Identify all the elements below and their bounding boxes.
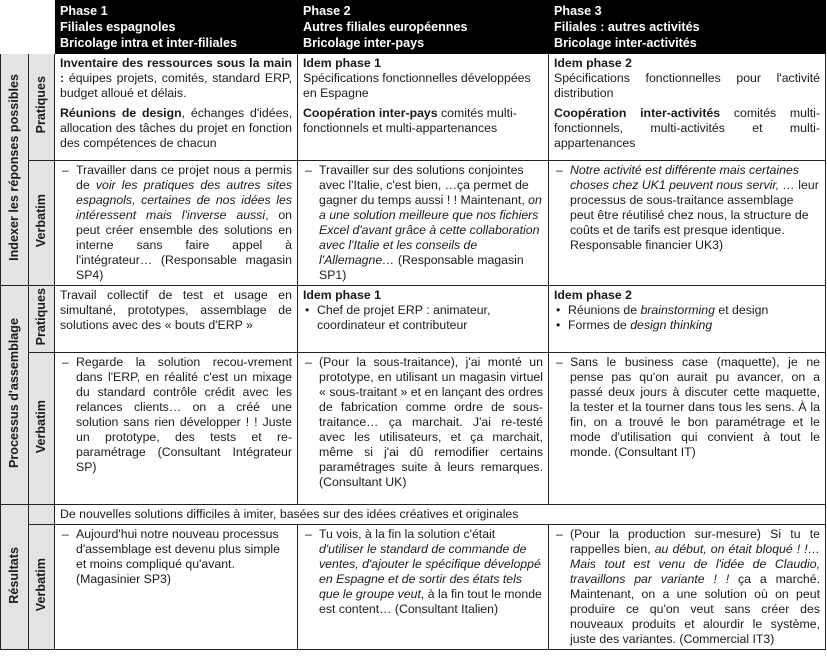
- processus-verbatim-phase2: – (Pour la sous-traitance), j'ai monté un prototype, en utilisant un magasin virtuel « sous-traitant » et en lançant des ordres de fabrication comme ordre de sous-traitance… ça marchait. J'ai re-testé avec les utilisateurs, et ça marchait, même si j'ai dû remodifier certains paramétrages suite à leurs remarques. (Consultant UK): [298, 353, 549, 505]
- indexer-verbatim-row: [1, 161, 826, 286]
- phase1-title: Phase 1: [60, 4, 108, 18]
- header-phase3: [549, 1, 826, 54]
- resultats-verbatim-phase1: – Aujourd'hui notre nouveau processus d'assemblage est devenu plus simple et moins compliqué qu'avant. (Magasinier SP3): [55, 525, 298, 650]
- section-resultats: Résultats: [1, 505, 29, 650]
- indexer-pratiques-phase1: Inventaire des ressources sous la main : équipes projets, comités, standard ERP, budget alloué et délais. Réunions de design, échanges d'idées, allocation des tâches du projet en fonction des compétences de chacun: [55, 54, 298, 161]
- processus-pratiques-phase1: Travail collectif de test et usage en simultané, prototypes, assemblage de solutions avec des « bouts d'ERP »: [55, 286, 298, 353]
- section-indexer: Indexer les réponses possibles: [1, 54, 29, 286]
- phase3-subtitle-1: Filiales : autres activités: [554, 20, 700, 34]
- subsection-verbatim: Verbatim: [29, 161, 55, 286]
- header-phase2: [298, 1, 549, 54]
- resultats-summary-spacer: [29, 505, 55, 525]
- phase3-subtitle-2: Bricolage inter-activités: [554, 36, 697, 50]
- processus-verbatim-row: [1, 353, 826, 505]
- phase2-subtitle-1: Autres filiales européennes: [303, 20, 468, 34]
- processus-pratiques-row: [1, 286, 826, 353]
- indexer-verbatim-phase3: – Notre activité est différente mais certaines choses chez UK1 peuvent nous servir, … leur processus de sous-traitance assemblage peut être réutilisé chez nous, la structure de coûts et de tarifs est presque identique. Responsable financier UK3): [549, 161, 826, 286]
- indexer-verbatim-phase1: – Travailler dans ce projet nous a permis de voir les pratiques des autres sites espagnols, certaines de nos idées les intéressent mais l'inverse aussi, on peut créer ensemble des solutions en interne sans faire appel à l'intégrateur… (Responsable magasin SP4): [55, 161, 298, 286]
- list-item: • Formes de design thinking: [568, 318, 820, 333]
- header-phase1: [55, 1, 298, 54]
- subsection-pratiques: Pratiques: [29, 54, 55, 161]
- resultats-verbatim-row: [1, 525, 826, 650]
- subsection-pratiques-2: Pratiques: [29, 286, 55, 353]
- processus-verbatim-phase3: – Sans le business case (maquette), je ne pense pas qu'on aurait pu avancer, on a passé deux jours à discuter cette maquette, la tester et la tourner dans tous les sens. À la fin, on a trouvé le bon paramétrage et le mode d'utilisation qui convient à tout le monde. (Consultant IT): [549, 353, 826, 505]
- indexer-pratiques-row: [1, 54, 826, 161]
- phase3-title: Phase 3: [554, 4, 602, 18]
- processus-verbatim-phase1: – Regarde la solution recou-vrement dans l'ERP, en réalité c'est un mixage du standard contrôle crédit avec les relances clients… on a créé une solution sans rien développer ! ! Juste un prototype, des tests et re-paramétrage (Consultant Intégrateur SP): [55, 353, 298, 505]
- processus-pratiques-phase2: Idem phase 1 • Chef de projet ERP : animateur, coordinateur et contributeur: [298, 286, 549, 353]
- header-row: [1, 1, 826, 54]
- list-item: • Réunions de brainstorming et design: [568, 303, 820, 318]
- indexer-pratiques-phase3: Idem phase 2 Spécifications fonctionnelles pour l'activité distribution Coopération inter-activités comités multi-fonctionnels, multi-activités et multi-appartenances: [549, 54, 826, 161]
- indexer-verbatim-phase2: – Travailler sur des solutions conjointes avec l'Italie, c'est bien, …ça permet de gagner du temps aussi ! ! Maintenant, on a une solution meilleure que nos fichiers Excel d'avant grâce à cette collaboration avec l'Italie et les conseils de l'Allemagne… (Responsable magasin SP1): [298, 161, 549, 286]
- phase2-subtitle-2: Bricolage inter-pays: [303, 36, 425, 50]
- phase1-subtitle-1: Filiales espagnoles: [60, 20, 176, 34]
- header-corner: [1, 1, 55, 54]
- phase2-title: Phase 2: [303, 4, 351, 18]
- indexer-pratiques-phase2: Idem phase 1 Spécifications fonctionnelles développées en Espagne Coopération inter-pays comités multi-fonctionnels et multi-appartenances: [298, 54, 549, 161]
- resultats-summary: De nouvelles solutions difficiles à imiter, basées sur des idées créatives et originales: [55, 505, 826, 525]
- resultats-verbatim-phase2: – Tu vois, à la fin la solution c'était d'utiliser le standard de commande de ventes, d'ajouter le spécifique développé en Espagne et de sortir des états tels que le groupe veut, à la fin tout le monde est content… (Consultant Italien): [298, 525, 549, 650]
- resultats-verbatim-phase3: – (Pour la production sur-mesure) Si tu te rappelles bien, au début, on était bloqué ! !… Mais tout est venu de l'idée de Claudio, travaillons par variante ! ! ça a marché. Maintenant, on a une solution où on peut produire ce qu'on veut sans créer des nouveaux produits et alourdir le système, juste des variantes. (Commercial IT3): [549, 525, 826, 650]
- phase1-subtitle-2: Bricolage intra et inter-filiales: [60, 36, 238, 50]
- list-item: • Chef de projet ERP : animateur, coordinateur et contributeur: [317, 303, 543, 333]
- subsection-verbatim-2: Verbatim: [29, 353, 55, 505]
- processus-pratiques-phase3: Idem phase 2 • Réunions de brainstorming et design • Formes de design thinking: [549, 286, 826, 353]
- section-processus: Processus d'assemblage: [1, 286, 29, 505]
- subsection-verbatim-3: Verbatim: [29, 525, 55, 650]
- resultats-summary-row: [1, 505, 826, 525]
